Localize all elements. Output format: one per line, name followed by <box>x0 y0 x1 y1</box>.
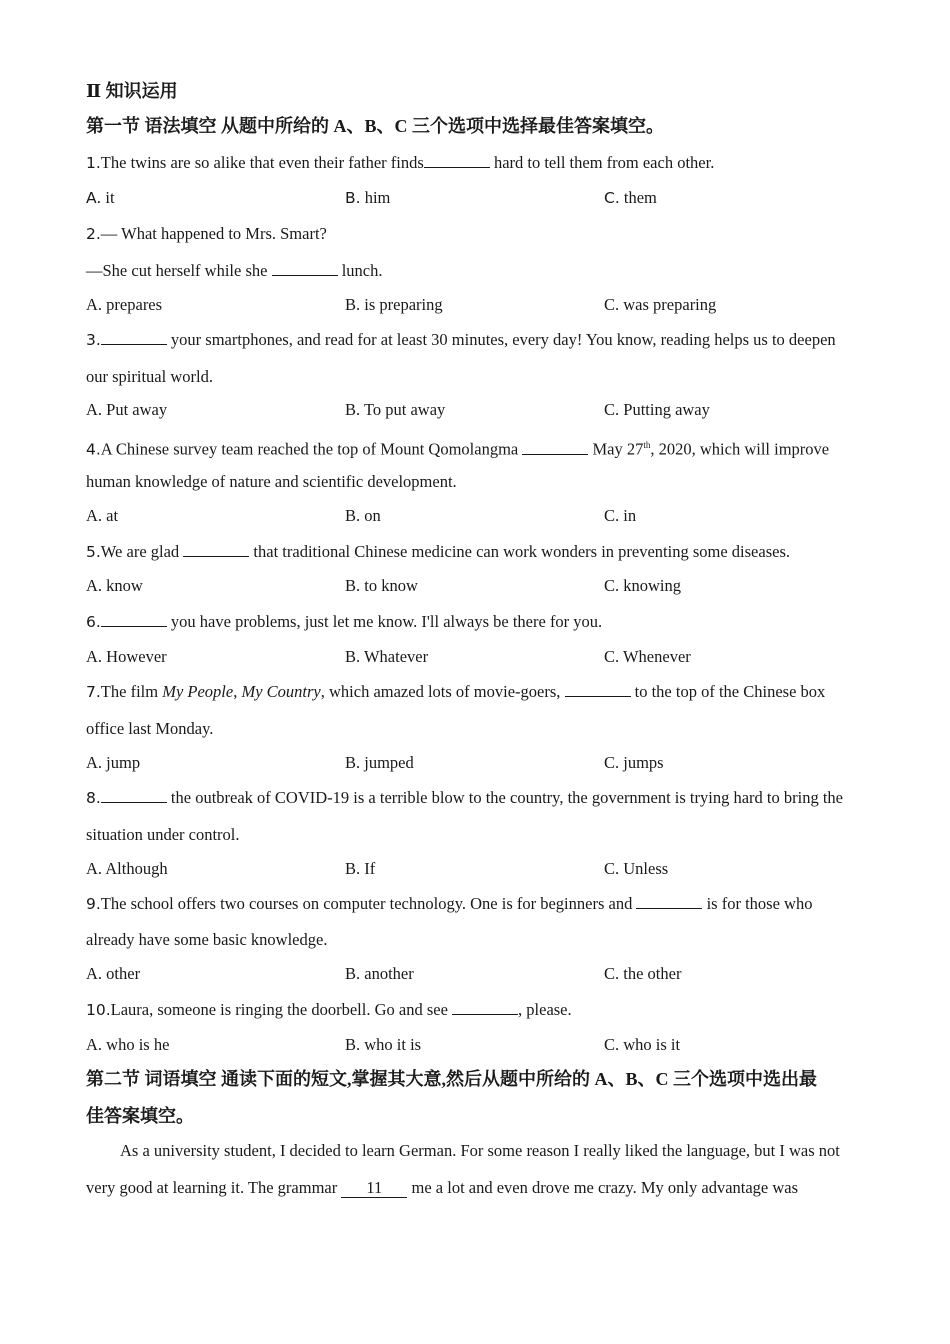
question-4 <box>86 434 864 461</box>
option-a[interactable]: A. who is he <box>86 1035 170 1054</box>
question-number: 9. <box>86 895 101 913</box>
question-number: 10. <box>86 1001 111 1019</box>
question-6 <box>86 610 864 633</box>
option-c[interactable]: C. the other <box>604 964 682 983</box>
option-a[interactable]: A. jump <box>86 753 141 772</box>
question-number: 3. <box>86 331 101 349</box>
question-number: 5. <box>86 543 101 561</box>
option-b[interactable]: B. another <box>345 964 414 983</box>
question-number: 2. <box>86 225 101 243</box>
option-c[interactable]: C. in <box>604 506 637 525</box>
question-text: A Chinese survey team reached the top of Mount Qomolangma <box>100 439 523 459</box>
option-c[interactable]: C. them <box>604 188 657 207</box>
option-a[interactable]: A. other <box>86 964 141 983</box>
question-text: Laura, someone is ringing the doorbell. Go and see <box>110 1000 453 1019</box>
option-c[interactable]: C. jumps <box>604 753 664 772</box>
question-number: 8. <box>86 789 101 807</box>
option-c[interactable]: C. Unless <box>604 859 669 878</box>
option-b[interactable]: B. on <box>345 506 381 525</box>
question-text: the outbreak of COVID-19 is a terrible blow to the country, the government is trying hard to bring the <box>166 788 843 807</box>
answer-blank <box>636 892 702 909</box>
question-text: —She cut herself while she <box>86 261 272 280</box>
question-3-line2: our spiritual world. <box>86 367 213 386</box>
option-b[interactable]: B. him <box>345 188 391 207</box>
question-8 <box>86 786 864 809</box>
option-a[interactable]: A. Put away <box>86 400 168 419</box>
answer-blank <box>101 610 167 627</box>
question-number: 4. <box>86 440 101 459</box>
answer-blank <box>424 151 490 168</box>
question-7 <box>86 680 864 703</box>
option-a[interactable]: A. However <box>86 647 167 666</box>
section-title: Ⅱ 知识运用 <box>86 81 178 101</box>
option-b[interactable]: B. who it is <box>345 1035 422 1054</box>
answer-blank <box>183 540 249 557</box>
passage-text: very good at learning it. The grammar <box>86 1178 342 1197</box>
question-text: We are glad <box>100 542 184 561</box>
part1-heading: 第一节 语法填空 从题中所给的 A、B、C 三个选项中选择最佳答案填空。 <box>86 116 665 136</box>
question-text: The film <box>100 682 163 701</box>
question-text: , which amazed lots of movie-goers, <box>320 682 565 701</box>
question-text: May 27 <box>588 439 644 459</box>
answer-blank <box>272 259 338 276</box>
option-a[interactable]: A. prepares <box>86 295 163 314</box>
passage-line-1: As a university student, I decided to learn German. For some reason I really liked the language, but I was not <box>120 1141 840 1160</box>
question-2 <box>86 223 864 245</box>
question-number: 1. <box>86 154 101 172</box>
option-b[interactable]: B. If <box>345 859 376 878</box>
option-c[interactable]: C. who is it <box>604 1035 681 1054</box>
question-1 <box>86 151 864 174</box>
question-number: 6. <box>86 613 101 631</box>
film-title: My People <box>162 682 234 701</box>
answer-blank <box>522 438 588 455</box>
option-b[interactable]: B. to know <box>345 576 418 595</box>
part2-heading-line2: 佳答案填空。 <box>86 1106 194 1126</box>
question-text: , please. <box>518 1000 572 1019</box>
option-c[interactable]: C. knowing <box>604 576 682 595</box>
question-text: hard to tell them from each other. <box>489 153 715 172</box>
question-text: lunch. <box>337 261 383 280</box>
answer-blank <box>101 328 167 345</box>
question-10 <box>86 998 864 1021</box>
question-text: your smartphones, and read for at least 30 minutes, every day! You know, reading helps us to deepen <box>166 330 836 349</box>
option-a[interactable]: A. it <box>86 188 115 207</box>
option-c[interactable]: C. Whenever <box>604 647 691 666</box>
part2-heading: 第二节 词语填空 通读下面的短文,掌握其大意,然后从题中所给的 A、B、C 三个选项中选出最 <box>86 1069 817 1089</box>
option-a[interactable]: A. Although <box>86 859 168 878</box>
question-text: is for those who <box>702 894 813 913</box>
option-b[interactable]: B. jumped <box>345 753 414 772</box>
question-number: 7. <box>86 683 101 701</box>
question-text: to the top of the Chinese box <box>630 682 826 701</box>
film-title: My Country <box>241 682 321 701</box>
superscript: th <box>643 440 651 450</box>
answer-blank <box>452 998 518 1015</box>
question-9 <box>86 892 864 915</box>
question-9-line2: already have some basic knowledge. <box>86 930 328 949</box>
question-8-line2: situation under control. <box>86 825 240 844</box>
option-c[interactable]: C. was preparing <box>604 295 717 314</box>
question-text: The twins are so alike that even their father finds <box>100 153 424 172</box>
option-b[interactable]: B. To put away <box>345 400 446 419</box>
question-text: you have problems, just let me know. I'll always be there for you. <box>166 612 603 631</box>
question-5 <box>86 540 864 563</box>
passage-text: me a lot and even drove me crazy. My only advantage was <box>407 1178 799 1197</box>
passage-line-2 <box>86 1177 864 1199</box>
question-text: , 2020, which will improve <box>650 439 830 459</box>
option-a[interactable]: A. at <box>86 506 119 525</box>
question-2-line2 <box>86 259 864 282</box>
question-text: The school offers two courses on computer technology. One is for beginners and <box>100 894 637 913</box>
question-text: that traditional Chinese medicine can work wonders in preventing some diseases. <box>249 542 790 561</box>
question-text: , <box>233 682 242 701</box>
question-3 <box>86 328 864 351</box>
option-a[interactable]: A. know <box>86 576 143 595</box>
passage-blank-11: 11 <box>341 1179 407 1198</box>
answer-blank <box>565 680 631 697</box>
option-b[interactable]: B. Whatever <box>345 647 429 666</box>
question-4-line2: human knowledge of nature and scientific development. <box>86 472 457 491</box>
answer-blank <box>101 786 167 803</box>
question-7-line2: office last Monday. <box>86 719 214 738</box>
question-text: — What happened to Mrs. Smart? <box>100 224 327 243</box>
option-c[interactable]: C. Putting away <box>604 400 710 419</box>
option-b[interactable]: B. is preparing <box>345 295 443 314</box>
